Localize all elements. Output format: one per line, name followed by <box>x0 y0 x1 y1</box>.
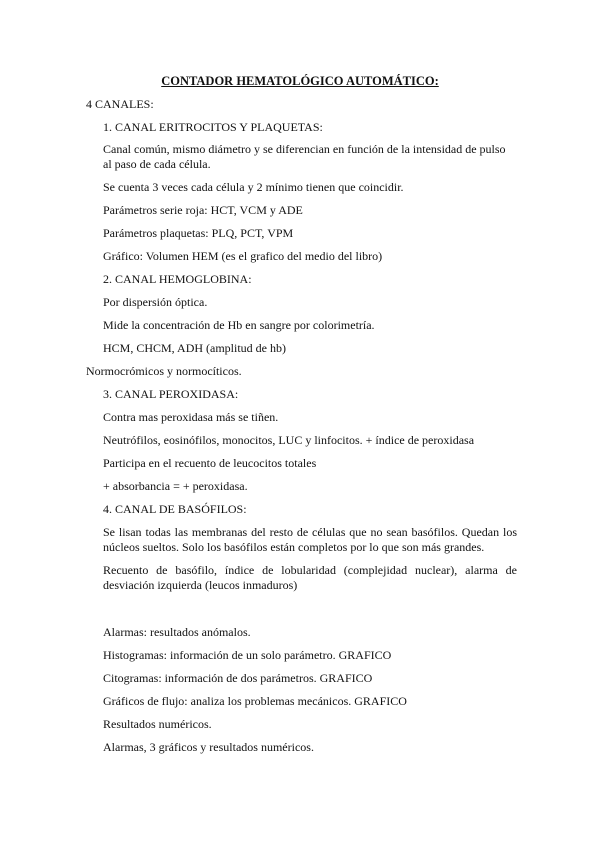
summary-line-5: Resultados numéricos. <box>103 717 212 731</box>
channel-3-paragraph-2: Neutrófilos, eosinófilos, monocitos, LUC y linfocitos. + índice de peroxidasa <box>103 433 475 447</box>
channel-1-paragraph-2: Se cuenta 3 veces cada célula y 2 mínimo tienen que coincidir. <box>103 180 404 194</box>
channel-4-heading: 4. CANAL DE BASÓFILOS: <box>103 502 247 516</box>
channel-2-paragraph-2: Mide la concentración de Hb en sangre por colorimetría. <box>103 318 375 332</box>
intro-line: 4 CANALES: <box>86 97 154 111</box>
summary-line-2: Histogramas: información de un solo parámetro. GRAFICO <box>103 648 392 662</box>
channel-2-paragraph-1: Por dispersión óptica. <box>103 295 208 309</box>
channel-2-heading: 2. CANAL HEMOGLOBINA: <box>103 272 252 286</box>
channel-4-paragraph-1: Se lisan todas las membranas del resto de células que no sean basófilos. Quedan los núcleos sueltos. Solo los basófilos están completos por lo que son más grandes. <box>103 525 517 554</box>
summary-line-6: Alarmas, 3 gráficos y resultados numéricos. <box>103 740 314 754</box>
channel-4-paragraph-2: Recuento de basófilo, índice de lobularidad (complejidad nuclear), alarma de desviación izquierda (leucos inmaduros) <box>103 563 517 592</box>
channel-1-heading: 1. CANAL ERITROCITOS Y PLAQUETAS: <box>103 120 323 134</box>
channel-1-paragraph-1: Canal común, mismo diámetro y se diferencian en función de la intensidad de pulso al paso de cada célula. <box>103 142 506 171</box>
channel-3-paragraph-3: Participa en el recuento de leucocitos totales <box>103 456 317 470</box>
summary-line-3: Citogramas: información de dos parámetros. GRAFICO <box>103 671 373 685</box>
page-title: CONTADOR HEMATOLÓGICO AUTOMÁTICO: <box>161 74 439 88</box>
channel-2-paragraph-4: Normocrómicos y normocíticos. <box>86 364 242 378</box>
channel-1-paragraph-4: Parámetros plaquetas: PLQ, PCT, VPM <box>103 226 294 240</box>
channel-3-heading: 3. CANAL PEROXIDASA: <box>103 387 239 401</box>
channel-1-paragraph-5: Gráfico: Volumen HEM (es el grafico del medio del libro) <box>103 249 383 263</box>
channel-2-paragraph-3: HCM, CHCM, ADH (amplitud de hb) <box>103 341 286 355</box>
channel-3-paragraph-1: Contra mas peroxidasa más se tiñen. <box>103 410 279 424</box>
summary-line-4: Gráficos de flujo: analiza los problemas mecánicos. GRAFICO <box>103 694 407 708</box>
channel-1-paragraph-3: Parámetros serie roja: HCT, VCM y ADE <box>103 203 303 217</box>
channel-3-paragraph-4: + absorbancia = + peroxidasa. <box>103 479 248 493</box>
summary-line-1: Alarmas: resultados anómalos. <box>103 625 251 639</box>
